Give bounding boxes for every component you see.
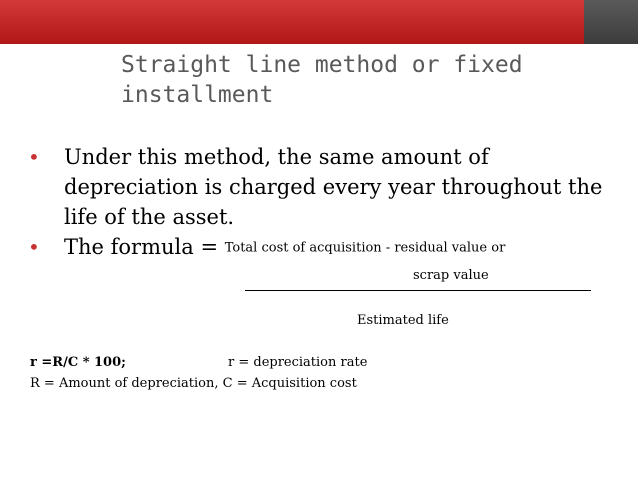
rate-formula: r =R/C * 100; [30,355,126,370]
bullet-dot-icon: • [28,235,40,259]
formula-numerator: Total cost of acquisition - residual value or [224,240,506,256]
formula-denominator: Estimated life [357,313,449,328]
fraction-divider [245,290,591,291]
bullet-item-formula [28,232,608,264]
variable-definitions: R = Amount of depreciation, C = Acquisition cost [30,376,357,391]
bullet-text-method: Under this method, the same amount of depreciation is charged every year throughout the life of the asset. [64,145,603,229]
formula-numerator-continued: scrap value [413,268,489,283]
rate-formula-row [30,354,590,372]
formula-lead: The formula = [64,235,225,259]
bullet-list [28,142,608,264]
slide-title: Straight line method or fixed installment [121,52,523,108]
bullet-item-method [28,142,608,232]
top-banner-accent [0,0,584,44]
top-banner [0,0,638,44]
rate-definition: r = depreciation rate [228,355,368,370]
bullet-dot-icon: • [28,145,40,169]
